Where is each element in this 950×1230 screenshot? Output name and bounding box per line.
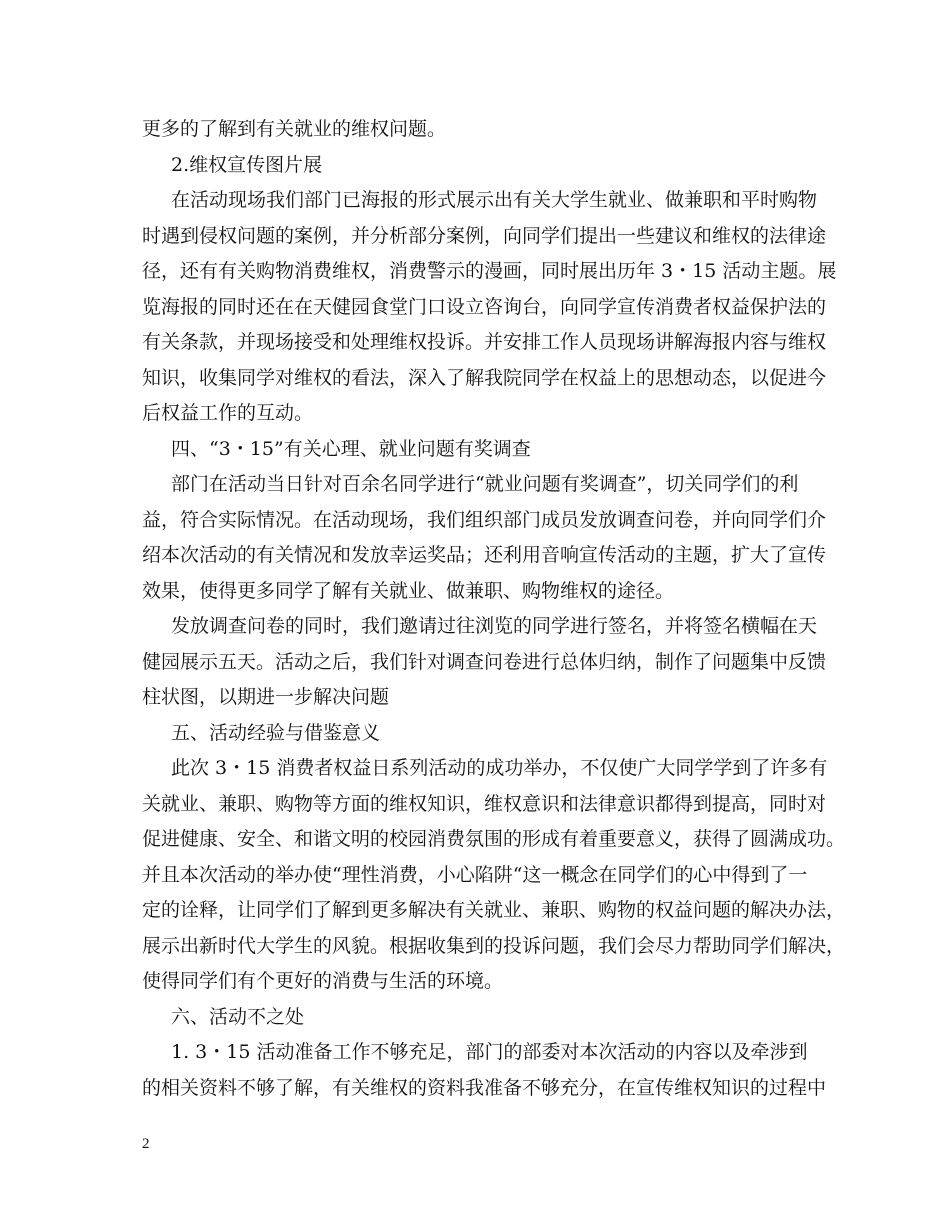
section-heading: 六、活动不之处 (171, 1005, 305, 1028)
text-line: 部门在活动当日针对百余名同学进行“就业问题有奖调查”，切关同学们的利 (171, 473, 799, 495)
text-line: 关就业、兼职、购物等方面的维权知识，维权意识和法律意识都得到提高，同时对 (142, 792, 827, 815)
section-heading: 四、“3・15”有关心理、就业问题有奖调查 (171, 437, 531, 460)
text-line: 并且本次活动的举办使“理性消费，小心陷阱“这一概念在同学们的心中得到了一 (142, 863, 808, 886)
text-line: 发放调查问卷的同时，我们邀请过往浏览的同学进行签名，并将签名横幅在天 (171, 615, 818, 637)
text-line: 有关条款，并现场接受和处理维权投诉。并安排工作人员现场讲解海报内容与维权 (142, 331, 827, 353)
text-line: 更多的了解到有关就业的维权问题。 (142, 118, 447, 140)
text-line: 后权益工作的互动。 (142, 402, 314, 424)
text-line: 绍本次活动的有关情况和发放幸运奖品；还利用音响宣传活动的主题，扩大了宣传 (142, 544, 827, 566)
body-text (142, 112, 846, 1106)
text-line: 益，符合实际情况。在活动现场，我们组织部门成员发放调查问卷，并向同学们介 (142, 508, 827, 531)
text-line: 展示出新时代大学生的风貌。根据收集到的投诉问题，我们会尽力帮助同学们解决， (142, 934, 846, 957)
text-line: 此次 3・15 消费者权益日系列活动的成功举办，不仅使广大同学学到了许多有 (171, 757, 828, 779)
text-line: 定的诠释，让同学们了解到更多解决有关就业、兼职、购物的权益问题的解决办法， (142, 899, 846, 921)
page-number: 2 (142, 1136, 150, 1152)
text-line: 1. 3・15 活动准备工作不够充足，部门的部委对本次活动的内容以及牵涉到 (171, 1041, 808, 1063)
text-line: 知识，收集同学对维权的看法，深入了解我院同学在权益上的思想动态，以促进今 (142, 366, 827, 389)
text-line: 的相关资料不够了解，有关维权的资料我准备不够充分，在宣传维权知识的过程中 (142, 1076, 827, 1099)
text-line: 柱状图，以期进一步解决问题 (142, 686, 390, 708)
text-line: 览海报的同时还在在天健园食堂门口设立咨询台，向同学宣传消费者权益保护法的 (142, 295, 827, 318)
text-line: 使得同学们有个更好的消费与生活的环境。 (142, 970, 504, 992)
text-line: 效果，使得更多同学了解有关就业、做兼职、购物维权的途径。 (142, 579, 675, 602)
text-line: 时遇到侵权问题的案例，并分析部分案例，向同学们提出一些建议和维权的法律途 (142, 224, 827, 247)
text-line: 径，还有有关购物消费维权，消费警示的漫画，同时展出历年 3・15 活动主题。展 (142, 260, 837, 282)
text-line: 促进健康、安全、和谐文明的校园消费氛围的形成有着重要意义，获得了圆满成功。 (142, 828, 846, 850)
text-line: 健园展示五天。活动之后，我们针对调查问卷进行总体归纳，制作了问题集中反馈 (142, 650, 827, 673)
section-heading: 五、活动经验与借鉴意义 (171, 721, 381, 744)
text-line: 在活动现场我们部门已海报的形式展示出有关大学生就业、做兼职和平时购物 (171, 189, 818, 211)
section-heading: 2.维权宣传图片展 (171, 153, 323, 176)
